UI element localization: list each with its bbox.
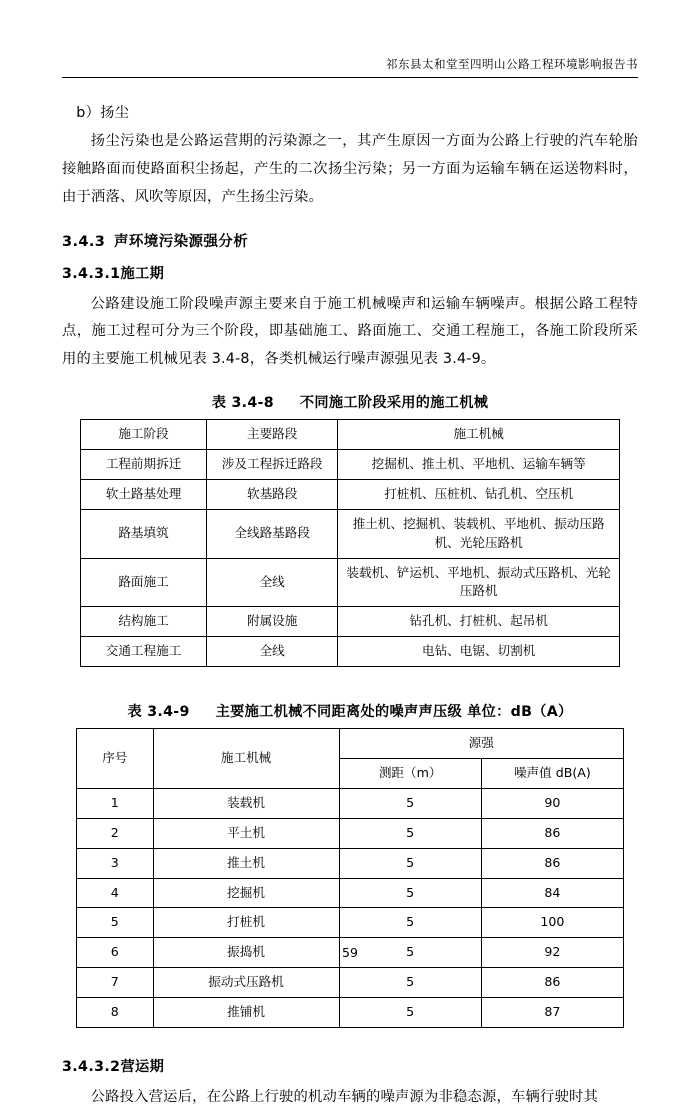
- section-number-343: 3.4.3: [62, 233, 106, 250]
- table1-cell: 全线: [207, 637, 338, 667]
- table-construction-machinery: [80, 419, 620, 667]
- table-row: [81, 607, 620, 637]
- table2-caption-text: 主要施工机械不同距离处的噪声声压级 单位：dB（A）: [215, 704, 573, 721]
- table1-cell: 工程前期拆迁: [81, 450, 207, 480]
- page-number: 59: [342, 945, 358, 960]
- table1-cell: 打桩机、压桩机、钻孔机、空压机: [338, 479, 620, 509]
- page-footer: [0, 945, 700, 960]
- table2-cell: 86: [481, 848, 623, 878]
- table1-cell: 全线: [207, 558, 338, 607]
- table2-cell: 84: [481, 878, 623, 908]
- section-title-3431: 施工期: [120, 265, 165, 282]
- section-title-3432: 营运期: [120, 1059, 165, 1076]
- header-divider: [62, 77, 638, 78]
- table-row: [81, 637, 620, 667]
- table1-cell: 路基填筑: [81, 509, 207, 558]
- table-row: [77, 878, 624, 908]
- table2-cell: 振捣机: [153, 938, 339, 968]
- paragraph-construction: 公路建设施工阶段噪声源主要来自于施工机械噪声和运输车辆噪声。根据公路工程特点，施工过程可分为三个阶段，即基础施工、路面施工、交通工程施工，各施工阶段所采用的主要施工机械见表 3.4-8，各类机械运行噪声源强见表 3.4-9。: [62, 295, 638, 368]
- table1-cell: 挖掘机、推土机、平地机、运输车辆等: [338, 450, 620, 480]
- table1-header-section: 主要路段: [207, 420, 338, 450]
- table1-cell: 附属设施: [207, 607, 338, 637]
- table1-header-machinery: 施工机械: [338, 420, 620, 450]
- table1-cell: 装载机、铲运机、平地机、振动式压路机、光轮压路机: [338, 558, 620, 607]
- table1-cell: 路面施工: [81, 558, 207, 607]
- table-row: [77, 788, 624, 818]
- table-row: [77, 968, 624, 998]
- table2-cell: 5: [339, 878, 481, 908]
- table2-header-distance: 测距（m）: [339, 759, 481, 789]
- table2-caption-number: 表 3.4-9: [127, 704, 190, 721]
- table2-cell: 87: [481, 998, 623, 1028]
- table-header-row: [81, 420, 620, 450]
- table2-cell: 振动式压路机: [153, 968, 339, 998]
- table1-cell: 交通工程施工: [81, 637, 207, 667]
- table2-cell: 推铺机: [153, 998, 339, 1028]
- table2-cell: 2: [77, 818, 154, 848]
- table2-header-group: 源强: [339, 729, 623, 759]
- table2-cell: 86: [481, 968, 623, 998]
- table2-cell: 5: [339, 818, 481, 848]
- table-row: [81, 509, 620, 558]
- table-row: [77, 908, 624, 938]
- table-row: [77, 998, 624, 1028]
- table2-cell: 5: [77, 908, 154, 938]
- table2-cell: 5: [339, 788, 481, 818]
- table-row: [81, 558, 620, 607]
- paragraph-dust-heading: b）扬尘: [76, 105, 130, 121]
- table2-cell: 1: [77, 788, 154, 818]
- table1-cell: 软土路基处理: [81, 479, 207, 509]
- table2-cell: 5: [339, 938, 481, 968]
- table-row: [77, 818, 624, 848]
- table1-caption-text: 不同施工阶段采用的施工机械: [299, 395, 489, 412]
- table-row: [81, 450, 620, 480]
- table2-cell: 5: [339, 908, 481, 938]
- table1-cell: 软基路段: [207, 479, 338, 509]
- table-machinery-noise-levels: [76, 728, 624, 1028]
- table-header-row: [77, 729, 624, 759]
- table2-header-machinery: 施工机械: [153, 729, 339, 789]
- section-number-3432: 3.4.3.2: [62, 1059, 121, 1076]
- table1-header-stage: 施工阶段: [81, 420, 207, 450]
- paragraph-dust-body: 扬尘污染也是公路运营期的污染源之一，其产生原因一方面为公路上行驶的汽车轮胎接触路面而使路面积尘扬起，产生的二次扬尘污染；另一方面为运输车辆在运送物料时，由于洒落、风吹等原因，产生扬尘污染。: [62, 132, 638, 205]
- section-heading-3432: [62, 1056, 638, 1076]
- table2-cell: 打桩机: [153, 908, 339, 938]
- table1-cell: 全线路基路段: [207, 509, 338, 558]
- table1-caption: [62, 392, 638, 412]
- section-number-3431: 3.4.3.1: [62, 265, 121, 282]
- table2-cell: 3: [77, 848, 154, 878]
- table2-cell: 装载机: [153, 788, 339, 818]
- table2-cell: 5: [339, 968, 481, 998]
- table2-cell: 平土机: [153, 818, 339, 848]
- table2-cell: 4: [77, 878, 154, 908]
- table2-cell: 92: [481, 938, 623, 968]
- table1-cell: 电钻、电锯、切割机: [338, 637, 620, 667]
- table2-cell: 5: [339, 848, 481, 878]
- paragraph-operation: 公路投入营运后，在公路上行驶的机动车辆的噪声源为非稳态源，车辆行驶时其: [90, 1089, 598, 1106]
- table1-cell: 钻孔机、打桩机、起吊机: [338, 607, 620, 637]
- table1-caption-number: 表 3.4-8: [211, 395, 274, 412]
- section-heading-3431: [62, 263, 638, 283]
- section-title-343: 声环境污染源强分析: [114, 233, 249, 250]
- table1-cell: 推土机、挖掘机、装载机、平地机、振动压路机、光轮压路机: [338, 509, 620, 558]
- table2-cell: 6: [77, 938, 154, 968]
- table2-header-noise: 噪声值 dB(A): [481, 759, 623, 789]
- table2-cell: 86: [481, 818, 623, 848]
- page-header: [62, 56, 638, 77]
- table2-cell: 5: [339, 998, 481, 1028]
- table2-cell: 推土机: [153, 848, 339, 878]
- table-row: [77, 848, 624, 878]
- table-row: [81, 479, 620, 509]
- running-title: 祁东县太和堂至四明山公路工程环境影响报告书: [386, 57, 638, 71]
- section-heading-343: [62, 230, 638, 251]
- table1-cell: 涉及工程拆迁路段: [207, 450, 338, 480]
- table2-header-index: 序号: [77, 729, 154, 789]
- table2-caption: [62, 701, 638, 721]
- table2-cell: 100: [481, 908, 623, 938]
- table2-cell: 8: [77, 998, 154, 1028]
- table2-cell: 挖掘机: [153, 878, 339, 908]
- table2-cell: 7: [77, 968, 154, 998]
- table1-cell: 结构施工: [81, 607, 207, 637]
- table2-cell: 90: [481, 788, 623, 818]
